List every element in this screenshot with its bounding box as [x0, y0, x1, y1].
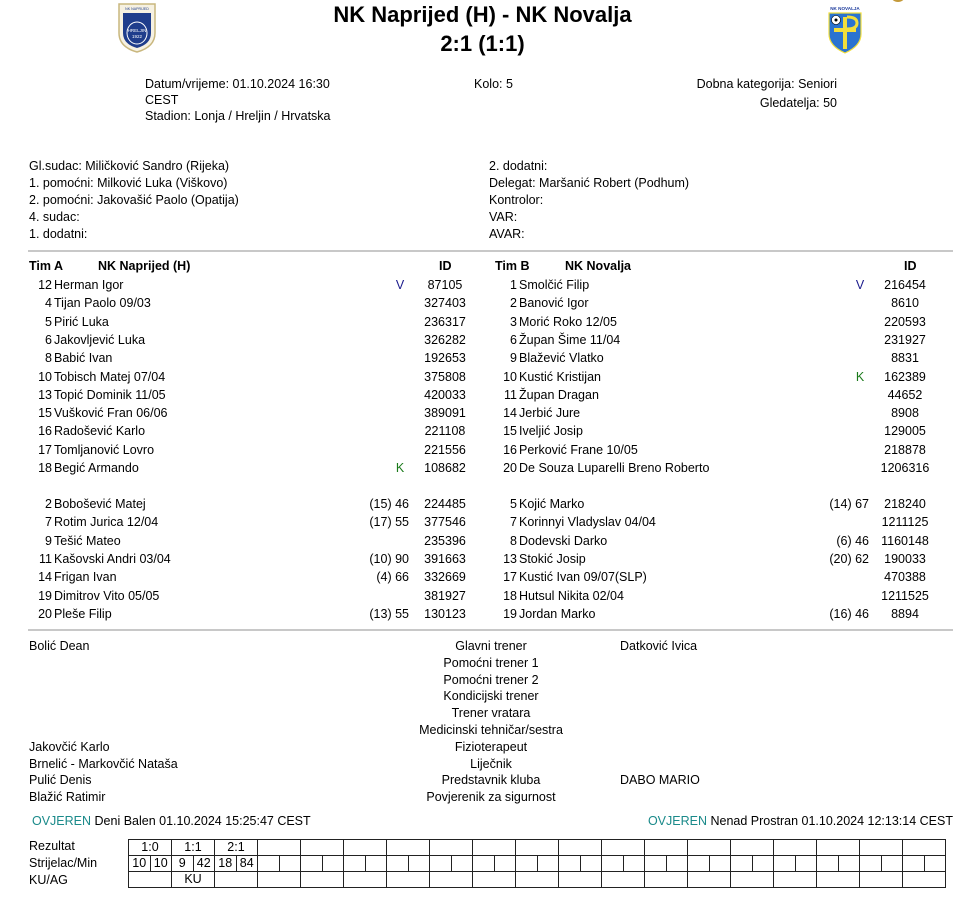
goal-scorer-cell: 10	[129, 856, 151, 872]
goal-type-cell	[258, 872, 301, 888]
goal-scorer-cell	[731, 856, 753, 872]
match-score: 2:1 (1:1)	[440, 31, 525, 56]
substitute-row	[30, 532, 466, 550]
player-id: 221556	[424, 442, 466, 457]
player-number: 7	[45, 515, 52, 530]
away-staff-name: Datković Ivica	[620, 639, 698, 653]
player-id: 377546	[424, 515, 466, 530]
player-id: 1206316	[880, 461, 930, 475]
player-id: 87105	[427, 278, 463, 292]
player-id: 220593	[884, 314, 926, 329]
player-name: Topić Dominik 11/05	[54, 387, 166, 402]
player-name: Tijan Paolo 09/03	[54, 296, 151, 311]
match-datetime: Datum/vrijeme: 01.10.2024 16:30	[145, 77, 330, 91]
goal-minute-cell	[666, 856, 688, 872]
substitution-info: (15) 46	[369, 497, 409, 511]
player-number: 10	[38, 369, 52, 384]
player-name: Rotim Jurica 12/04	[54, 515, 159, 530]
goal-minute-cell	[924, 856, 946, 872]
home-verification	[32, 814, 311, 828]
player-name: Tobisch Matej 07/04	[54, 369, 166, 384]
substitute-row	[30, 605, 466, 623]
player-row	[495, 368, 925, 386]
goal-result-cell	[774, 840, 817, 856]
goal-scorer-cell	[258, 856, 280, 872]
goal-result-cell	[344, 840, 387, 856]
home-staff-name: Brnelić - Markovčić Nataša	[29, 756, 178, 771]
official-entry: Kontrolor:	[489, 193, 544, 207]
player-row	[30, 386, 466, 404]
goal-scorer-cell	[860, 856, 882, 872]
player-id: 391663	[424, 551, 466, 566]
player-name: Dodevski Darko	[519, 533, 608, 548]
player-row	[495, 404, 925, 422]
goalkeeper-mark: V	[395, 278, 405, 292]
player-name: Župan Dragan	[519, 387, 599, 402]
player-row	[30, 441, 466, 459]
substitute-row	[495, 568, 925, 586]
player-number: 16	[503, 442, 517, 457]
substitute-row	[30, 513, 466, 531]
player-row	[495, 313, 925, 331]
goal-minute-cell	[838, 856, 860, 872]
player-row	[30, 313, 466, 331]
goal-scorer-cell	[387, 856, 409, 872]
match-round: Kolo: 5	[474, 77, 513, 91]
player-name: Blažević Vlatko	[519, 351, 604, 366]
goal-minute-cell	[709, 856, 731, 872]
player-number: 7	[510, 515, 517, 530]
substitution-info: (6) 46	[836, 533, 869, 548]
goal-minute-cell	[795, 856, 817, 872]
goal-result-cell	[688, 840, 731, 856]
player-name: Pleše Filip	[54, 606, 112, 621]
player-number: 3	[510, 314, 517, 329]
goal-minute-cell	[365, 856, 387, 872]
goal-result-cell	[903, 840, 946, 856]
player-row	[30, 294, 466, 312]
grid-label-result: Rezultat	[29, 839, 75, 853]
goal-result-cell	[430, 840, 473, 856]
goal-scorer-cell	[645, 856, 667, 872]
official-entry: 2. dodatni:	[489, 159, 548, 173]
player-name: Tomljanović Lovro	[54, 442, 155, 457]
player-id: 332669	[424, 570, 466, 585]
player-id: 190033	[884, 551, 926, 566]
player-id: 162389	[884, 369, 926, 384]
player-number: 17	[38, 442, 52, 457]
goal-type-cell	[817, 872, 860, 888]
goal-result-cell	[301, 840, 344, 856]
player-id: 381927	[424, 588, 466, 603]
player-name: Pirić Luka	[54, 314, 109, 329]
substitute-row	[495, 550, 925, 568]
goal-scorer-cell	[516, 856, 538, 872]
player-id: 218878	[884, 442, 926, 457]
substitute-row	[30, 587, 466, 605]
team-b-id-header: ID	[904, 259, 917, 273]
player-id: 420033	[424, 387, 466, 402]
substitute-row	[495, 587, 929, 605]
player-name: Dimitrov Vito 05/05	[54, 588, 160, 603]
staff-role: Povjerenik za sigurnost	[426, 790, 556, 805]
goal-result-cell	[860, 840, 903, 856]
goal-minute-cell	[537, 856, 559, 872]
grid-label-scorer: Strijelac/Min	[29, 856, 98, 870]
substitute-row	[495, 495, 925, 513]
player-number: 1	[510, 278, 517, 292]
player-id: 236317	[424, 314, 466, 329]
player-number: 10	[503, 369, 517, 384]
player-row	[495, 349, 925, 367]
goal-result-cell: 2:1	[215, 840, 258, 856]
official-entry: Delegat: Maršanić Robert (Podhum)	[489, 176, 690, 190]
goal-result-cell	[559, 840, 602, 856]
player-number: 12	[38, 278, 52, 292]
player-row	[30, 459, 466, 477]
player-number: 16	[38, 424, 52, 439]
player-name: Jerbić Jure	[519, 406, 581, 421]
staff-role: Predstavnik kluba	[441, 773, 541, 788]
player-name: Begić Armando	[54, 461, 139, 475]
staff-role: Kondicijski trener	[443, 689, 539, 704]
goal-minute-cell	[881, 856, 903, 872]
player-row	[30, 349, 466, 367]
verification-status: OVJEREN	[32, 814, 92, 828]
goal-result-cell	[516, 840, 559, 856]
svg-text:NK NAPRIJED: NK NAPRIJED	[125, 7, 149, 11]
goal-type-cell	[645, 872, 688, 888]
verification-status: OVJEREN	[647, 814, 707, 828]
home-staff-name: Pulić Denis	[29, 773, 92, 788]
player-row	[30, 331, 466, 349]
goal-result-cell	[258, 840, 301, 856]
player-number: 2	[510, 296, 517, 311]
goal-type-cell	[602, 872, 645, 888]
player-id: 8610	[891, 296, 919, 311]
staff-role: Trener vratara	[451, 706, 531, 721]
captain-mark: K	[395, 461, 405, 475]
player-number: 14	[503, 406, 517, 421]
player-name: Kustić Ivan 09/07(SLP)	[519, 570, 647, 585]
official-entry: VAR:	[489, 210, 518, 224]
player-row	[495, 276, 925, 294]
player-id: 221108	[424, 424, 466, 439]
player-name: Bobošević Matej	[54, 497, 146, 511]
substitute-row	[495, 605, 925, 623]
substitute-row	[30, 550, 466, 568]
player-number: 18	[38, 461, 52, 475]
match-stadium: Stadion: Lonja / Hreljin / Hrvatska	[145, 109, 331, 123]
team-a-id-header: ID	[439, 259, 452, 273]
player-name: Župan Šime 11/04	[519, 332, 621, 347]
official-entry: 1. pomoćni: Milković Luka (Viškovo)	[29, 176, 228, 190]
player-number: 15	[38, 406, 52, 421]
player-row	[495, 459, 930, 477]
team-a-name: NK Naprijed (H)	[98, 259, 191, 273]
goal-result-cell	[645, 840, 688, 856]
player-number: 9	[510, 351, 517, 366]
official-entry: 1. dodatni:	[29, 227, 88, 241]
goal-type-cell	[731, 872, 774, 888]
player-name: Kustić Kristijan	[519, 369, 601, 384]
player-id: 8831	[891, 351, 919, 366]
goal-minute-cell	[623, 856, 645, 872]
substitution-info: (10) 90	[369, 551, 409, 566]
goal-scorer-cell	[774, 856, 796, 872]
player-row	[495, 441, 925, 459]
player-row	[495, 331, 925, 349]
player-number: 11	[39, 551, 52, 566]
player-name: De Souza Luparelli Breno Roberto	[519, 461, 710, 475]
goalkeeper-mark: V	[855, 278, 865, 292]
player-id: 470388	[884, 570, 926, 585]
player-number: 11	[504, 387, 517, 402]
substitution-info: (13) 55	[369, 606, 409, 621]
substitution-info: (4) 66	[376, 570, 409, 585]
player-id: 8894	[891, 606, 919, 621]
player-id: 375808	[424, 369, 466, 384]
player-id: 218240	[884, 497, 926, 511]
substitution-info: (14) 67	[829, 497, 869, 511]
goal-scorer-cell	[559, 856, 581, 872]
player-number: 19	[38, 588, 52, 603]
away-verification	[648, 814, 953, 828]
grid-label-type: KU/AG	[29, 873, 68, 887]
player-id: 8908	[891, 406, 919, 421]
player-name: Perković Frane 10/05	[519, 442, 638, 457]
substitution-info: (20) 62	[829, 551, 869, 566]
goal-result-cell	[387, 840, 430, 856]
goal-result-cell	[817, 840, 860, 856]
player-number: 8	[510, 533, 517, 548]
player-row	[30, 368, 466, 386]
goal-type-cell	[903, 872, 946, 888]
goal-type-cell	[344, 872, 387, 888]
player-id: 44652	[887, 387, 923, 402]
substitute-row	[495, 513, 929, 531]
goal-scorer-cell: 9	[172, 856, 194, 872]
player-id: 224485	[424, 497, 466, 511]
goal-result-cell: 1:0	[129, 840, 172, 856]
player-name: Jakovljević Luka	[54, 332, 146, 347]
official-entry: 2. pomoćni: Jakovašić Paolo (Opatija)	[29, 193, 239, 207]
goal-type-cell	[860, 872, 903, 888]
player-id: 327403	[424, 296, 466, 311]
goal-minute-cell	[279, 856, 301, 872]
goal-type-cell	[301, 872, 344, 888]
player-number: 5	[45, 314, 52, 329]
section-divider	[28, 629, 953, 631]
player-name: Jordan Marko	[519, 606, 596, 621]
player-name: Morić Roko 12/05	[519, 314, 617, 329]
goal-scorer-cell	[817, 856, 839, 872]
goal-scorer-cell	[602, 856, 624, 872]
staff-role: Liječnik	[470, 756, 512, 771]
team-b-label: Tim B	[495, 259, 530, 273]
home-staff-name: Bolić Dean	[29, 639, 90, 653]
goal-minute-cell	[752, 856, 774, 872]
score-grid	[128, 839, 946, 888]
goal-minute-cell: 42	[193, 856, 215, 872]
substitute-row	[30, 495, 466, 513]
goal-minute-cell	[451, 856, 473, 872]
player-number: 17	[503, 570, 517, 585]
player-id: 192653	[424, 351, 466, 366]
substitution-info: (16) 46	[829, 606, 869, 621]
player-row	[30, 422, 466, 440]
player-row	[495, 386, 925, 404]
home-staff-name: Jakovčić Karlo	[29, 739, 110, 754]
away-staff-name: DABO MARIO	[620, 773, 700, 788]
age-category: Dobna kategorija: Seniori	[696, 77, 837, 91]
player-number: 4	[45, 296, 52, 311]
official-entry: AVAR:	[489, 227, 525, 241]
player-name: Frigan Ivan	[54, 570, 117, 585]
player-number: 6	[510, 332, 517, 347]
verification-text: Deni Balen 01.10.2024 15:25:47 CEST	[94, 814, 311, 828]
official-entry: Gl.sudac: Miličković Sandro (Rijeka)	[29, 159, 230, 173]
player-name: Stokić Josip	[519, 551, 586, 566]
goal-type-cell	[473, 872, 516, 888]
player-name: Iveljić Josip	[519, 424, 583, 439]
goal-result-cell	[731, 840, 774, 856]
player-id: 216454	[884, 278, 926, 292]
goal-minute-cell	[494, 856, 516, 872]
player-number: 13	[38, 387, 52, 402]
goal-type-cell	[129, 872, 172, 888]
goal-result-cell	[602, 840, 645, 856]
player-number: 14	[38, 570, 52, 585]
goal-scorer-cell	[344, 856, 366, 872]
goal-type-cell	[516, 872, 559, 888]
svg-text:NK NOVALJA: NK NOVALJA	[830, 6, 860, 11]
substitution-info: (17) 55	[369, 515, 409, 530]
player-number: 5	[510, 497, 517, 511]
goal-type-cell	[215, 872, 258, 888]
player-name: Babić Ivan	[54, 351, 113, 366]
player-name: Hutsul Nikita 02/04	[519, 588, 624, 603]
player-name: Tešić Mateo	[54, 533, 121, 548]
player-row	[495, 422, 925, 440]
player-number: 20	[38, 606, 52, 621]
captain-mark: K	[855, 369, 865, 384]
player-number: 8	[45, 351, 52, 366]
staff-role: Pomoćni trener 1	[443, 655, 539, 670]
player-id: 326282	[424, 332, 466, 347]
goal-minute-cell: 84	[236, 856, 258, 872]
player-name: Kašovski Andri 03/04	[54, 551, 171, 566]
goal-minute-cell	[322, 856, 344, 872]
player-id: 389091	[424, 406, 466, 421]
staff-role: Glavni trener	[455, 639, 527, 653]
goal-type-cell	[774, 872, 817, 888]
section-divider	[28, 250, 953, 252]
player-name: Herman Igor	[54, 278, 124, 292]
player-name: Smolčić Filip	[519, 278, 590, 292]
player-number: 9	[45, 533, 52, 548]
svg-text:HRELJIN: HRELJIN	[127, 28, 147, 33]
goal-scorer-cell: 18	[215, 856, 237, 872]
player-name: Vušković Fran 06/06	[54, 406, 168, 421]
player-number: 15	[503, 424, 517, 439]
player-id: 108682	[424, 461, 466, 475]
goal-minute-cell: 10	[150, 856, 172, 872]
goal-scorer-cell	[688, 856, 710, 872]
goal-scorer-cell	[903, 856, 925, 872]
team-b-name: NK Novalja	[565, 259, 631, 273]
attendance: Gledatelja: 50	[759, 96, 837, 110]
player-id: 235396	[424, 533, 466, 548]
player-row	[30, 404, 466, 422]
official-entry: 4. sudac:	[29, 210, 80, 224]
match-timezone: CEST	[145, 93, 179, 107]
team-a-label: Tim A	[29, 259, 64, 273]
player-name: Korinnyi Vladyslav 04/04	[519, 515, 656, 530]
player-id: 130123	[424, 606, 466, 621]
player-number: 2	[45, 497, 52, 511]
match-title: NK Naprijed (H) - NK Novalja	[333, 2, 632, 27]
player-number: 19	[503, 606, 517, 621]
player-number: 13	[503, 551, 517, 566]
goal-scorer-cell	[301, 856, 323, 872]
goal-type-cell	[688, 872, 731, 888]
player-number: 6	[45, 332, 52, 347]
home-staff-name: Blažić Ratimir	[29, 790, 106, 805]
player-row	[495, 294, 925, 312]
goal-type-cell: KU	[172, 872, 215, 888]
goal-scorer-cell	[430, 856, 452, 872]
goal-type-cell	[387, 872, 430, 888]
goal-minute-cell	[580, 856, 602, 872]
substitute-row	[495, 532, 929, 550]
verification-text: Nenad Prostran 01.10.2024 12:13:14 CEST	[710, 814, 953, 828]
player-number: 20	[503, 461, 517, 475]
goal-result-cell: 1:1	[172, 840, 215, 856]
staff-role: Fizioterapeut	[454, 739, 528, 754]
player-id: 1211525	[881, 588, 929, 603]
player-number: 18	[503, 588, 517, 603]
staff-role: Pomoćni trener 2	[443, 672, 539, 687]
player-name: Banović Igor	[519, 296, 589, 311]
goal-type-cell	[430, 872, 473, 888]
goal-minute-cell	[408, 856, 430, 872]
goal-result-cell	[473, 840, 516, 856]
player-id: 1211125	[881, 515, 929, 530]
player-id: 129005	[884, 424, 926, 439]
player-id: 231927	[884, 332, 926, 347]
staff-role: Medicinski tehničar/sestra	[419, 723, 563, 737]
substitute-row	[30, 568, 466, 586]
player-id: 1160148	[881, 533, 929, 548]
goal-scorer-cell	[473, 856, 495, 872]
goal-type-cell	[559, 872, 602, 888]
svg-text:1922: 1922	[131, 34, 143, 39]
player-name: Kojić Marko	[519, 497, 585, 511]
player-row	[30, 276, 463, 294]
player-name: Radošević Karlo	[54, 424, 146, 439]
